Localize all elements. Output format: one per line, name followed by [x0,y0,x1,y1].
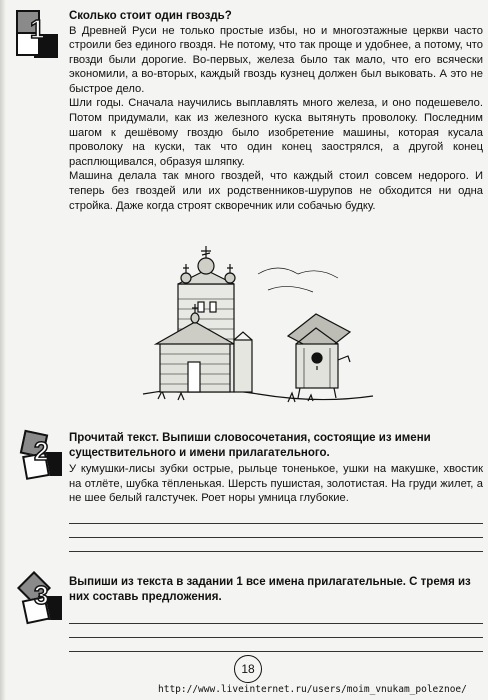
church-birdhouse-illustration [138,244,378,414]
task-2-badge [16,430,60,482]
task-3 [69,575,483,652]
answer-line[interactable] [69,524,483,538]
task-3-title: Выпиши из текста в задании 1 все имена прилагательные. С тремя из них составь предложения. [69,576,471,603]
answer-line[interactable] [69,610,483,624]
source-url[interactable]: http://www.liveinternet.ru/users/moim_vnukam_poleznoe/ [158,684,467,695]
answer-line[interactable] [69,510,483,524]
task-1 [69,9,483,213]
answer-lines[interactable] [69,610,483,652]
task-2 [69,431,483,552]
binding-shadow [0,0,6,700]
task-1-badge [12,8,56,60]
page-number: 18 [234,655,262,683]
task-1-title: Сколько стоит один гвоздь? [69,10,232,22]
task-1-paragraph-1: В Древней Руси не только простые избы, но и многоэтажные церкви часто строили без единого гвоздя. Не потому, что так проще и удобнее, а потому, что гвозди были дорогие. Во-первых, железа было так мало, что его всячески экономили, а во-вторых, каждый гвоздь кузнец должен был выковать. А это не быстрое дело. [69,24,483,95]
task-3-badge [16,574,60,626]
answer-line[interactable] [69,624,483,638]
answer-line[interactable] [69,638,483,652]
task-number: 2 [34,436,49,466]
task-1-paragraph-2: Шли годы. Сначала научились выплавлять много железа, и оно подешевело. Потом придумали, как из железного куска вытянуть проволоку. Последним шагом к дешёвому гвоздю было изобретение машины, которая кусала проволоку на куски, так что один конец заострялся, а другой конец расплющивался, образуя шляпку. [69,97,483,168]
task-2-text: У кумушки-лисы зубки острые, рыльце тоненькое, ушки на макушке, хвостик на отлёте, шубка тёпленькая. Шерсть пушистая, золотистая. На груди жилет, а не шее белый галстучек. Роет норы умница глубокие. [69,463,483,505]
answer-line[interactable] [69,538,483,552]
task-2-title: Прочитай текст. Выпиши словосочетания, состоящие из имени существительного и имени прилагательного. [69,432,431,459]
task-1-paragraph-3: Машина делала так много гвоздей, что каждый стоил совсем недорого. И теперь без гвоздей или их родственников-шурупов не обходится ни одна стройка. Даже когда строят скворечник или собачью будку. [69,170,483,212]
task-number: 3 [34,580,49,610]
answer-lines[interactable] [69,510,483,552]
task-number: 1 [30,14,45,44]
